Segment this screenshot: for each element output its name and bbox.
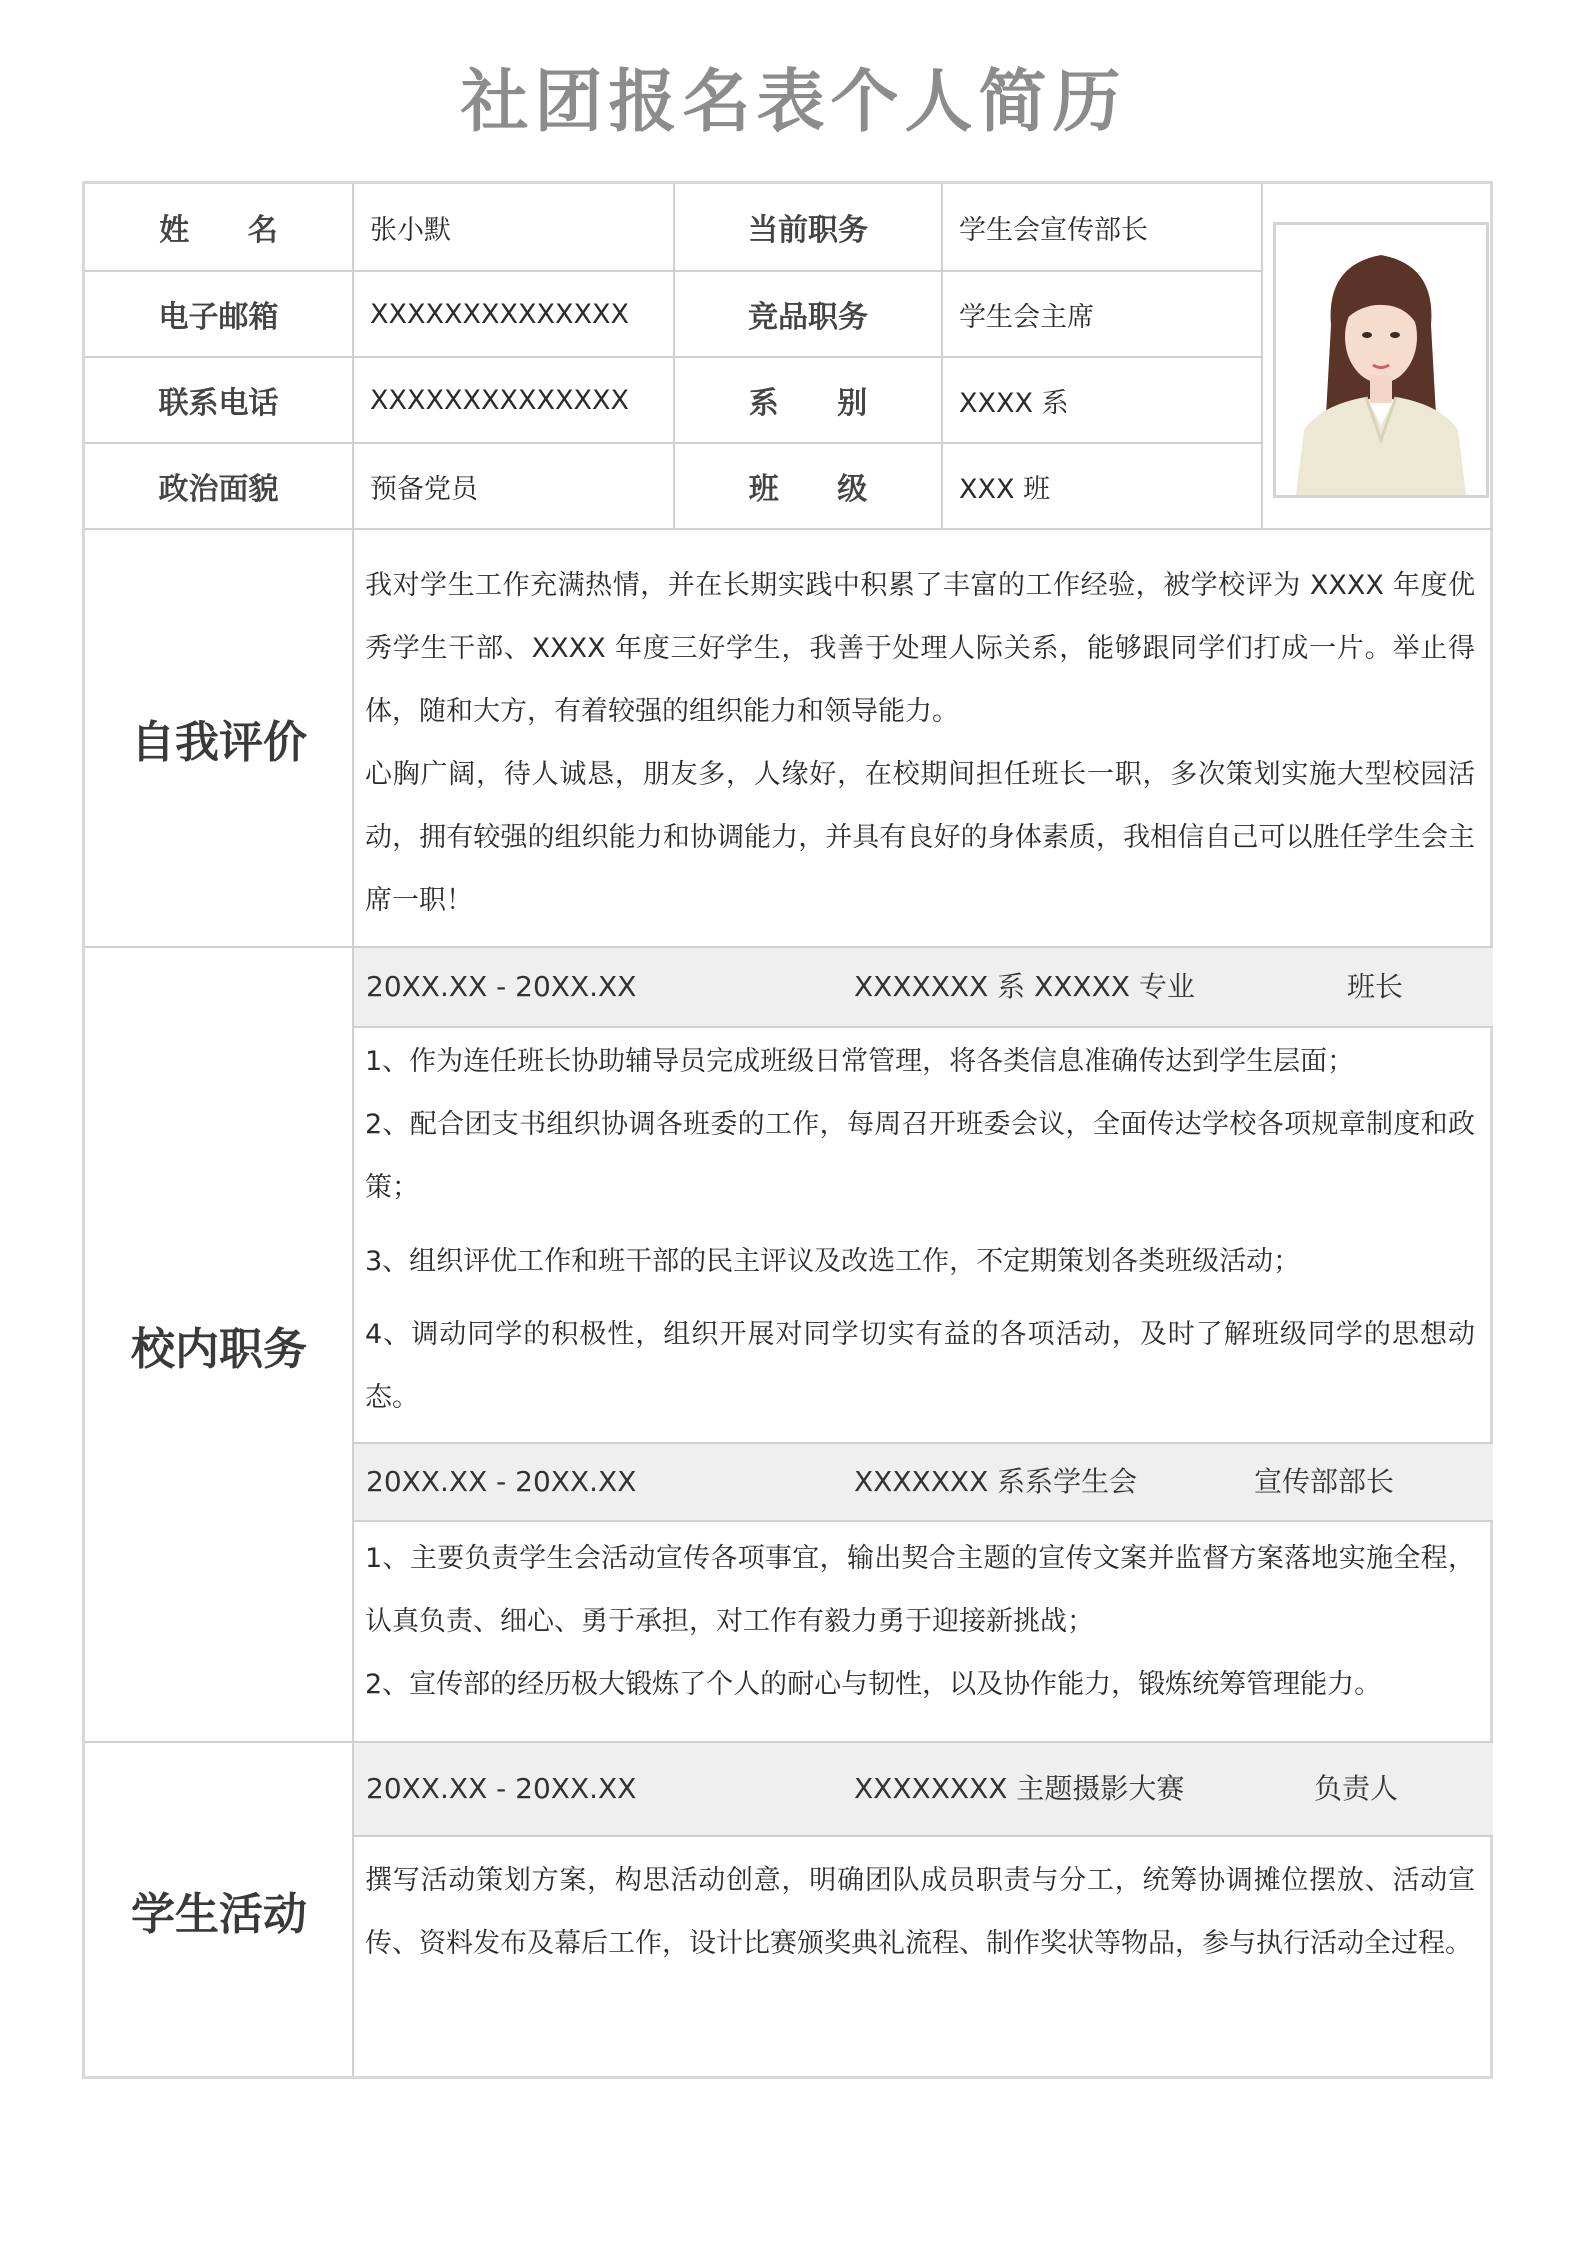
class-value: XXX 班 [959,473,1051,505]
campus-exp2-item-1: 1、主要负责学生会活动宣传各项事宜，输出契合主题的宣传文案并监督方案落地实施全程，认真负责、细心、勇于承担，对工作有毅力勇于迎接新挑战； [365,1543,1475,1637]
name-value: 张小默 [370,214,451,246]
campus-exp2-header [354,1444,1493,1520]
campus-roles-label: 校内职务 [131,1323,307,1375]
target-role-value: 学生会主席 [959,301,1094,333]
self-eval-label: 自我评价 [131,717,307,768]
current-role-value: 学生会宣传部长 [959,214,1148,246]
campus-exp1-item-2: 2、配合团支书组织协调各班委的工作，每周召开班委会议，全面传达学校各项规章制度和政策； [365,1109,1475,1203]
band-divider [354,1835,1493,1837]
current-role-label: 当前职务 [748,213,868,248]
column-divider [1261,184,1263,528]
target-role-label: 竞品职务 [748,300,868,335]
page-title: 社团报名表个人简历 [460,63,1127,142]
campus-exp1-item-4: 4、调动同学的积极性，组织开展对同学切实有益的各项活动，及时了解班级同学的思想动态。 [365,1319,1475,1413]
band-divider [354,1026,1493,1028]
politics-label: 政治面貌 [158,472,279,507]
email-label: 电子邮箱 [158,300,279,335]
campus-exp1-org: XXXXXXX 系 XXXXX 专业 [854,970,1195,1003]
self-eval-paragraph-1: 我对学生工作充满热情，并在长期实践中积累了丰富的工作经验，被学校评为 XXXX 年度优秀学生干部、XXXX 年度三好学生，我善于处理人际关系，能够跟同学们打成一片。举止得体，随和大方，有着较强的组织能力和领导能力。 [365,570,1475,727]
activity-role: 负责人 [1314,1772,1399,1805]
phone-label: 联系电话 [158,386,279,421]
campus-exp1-role: 班长 [1347,970,1404,1003]
activity-org: XXXXXXXX 主题摄影大赛 [854,1772,1185,1805]
campus-exp1-item-3: 3、组织评优工作和班干部的民主评议及改选工作，不定期策划各类班级活动； [365,1246,1301,1277]
activity-label: 学生活动 [131,1888,307,1940]
self-eval-paragraph-2: 心胸广阔，待人诚恳，朋友多，人缘好，在校期间担任班长一职，多次策划实施大型校园活动，拥有较强的组织能力和协调能力，并具有良好的身体素质，我相信自己可以胜任学生会主席一职！ [365,759,1475,916]
activity-header [354,1743,1493,1835]
campus-exp1-header [354,948,1493,1026]
band-divider [354,1520,1493,1522]
portrait-photo [1273,222,1489,498]
campus-exp2-org: XXXXXXX 系系学生会 [854,1465,1138,1498]
class-label: 班 级 [748,472,868,507]
campus-exp2-period: 20XX.XX - 20XX.XX [366,1465,637,1498]
phone-value: XXXXXXXXXXXXXX [370,384,629,416]
campus-exp2-item-2: 2、宣传部的经历极大锻炼了个人的耐心与韧性，以及协作能力，锻炼统筹管理能力。 [365,1669,1382,1700]
email-value: XXXXXXXXXXXXXX [370,298,629,330]
activity-description: 撰写活动策划方案，构思活动创意，明确团队成员职责与分工，统筹协调摊位摆放、活动宣传、资料发布及幕后工作，设计比赛颁奖典礼流程、制作奖状等物品，参与执行活动全过程。 [365,1865,1475,1959]
politics-value: 预备党员 [370,473,478,505]
campus-exp1-period: 20XX.XX - 20XX.XX [366,970,637,1003]
name-label: 姓 名 [159,213,278,248]
campus-exp1-item-1: 1、作为连任班长协助辅导员完成班级日常管理，将各类信息准确传达到学生层面； [365,1046,1355,1077]
activity-period: 20XX.XX - 20XX.XX [366,1772,637,1805]
dept-value: XXXX 系 [959,387,1069,419]
resume-table [82,181,1493,2079]
campus-exp2-role: 宣传部部长 [1254,1465,1395,1498]
portrait-photo-icon [1276,225,1486,495]
dept-label: 系 别 [748,386,868,421]
